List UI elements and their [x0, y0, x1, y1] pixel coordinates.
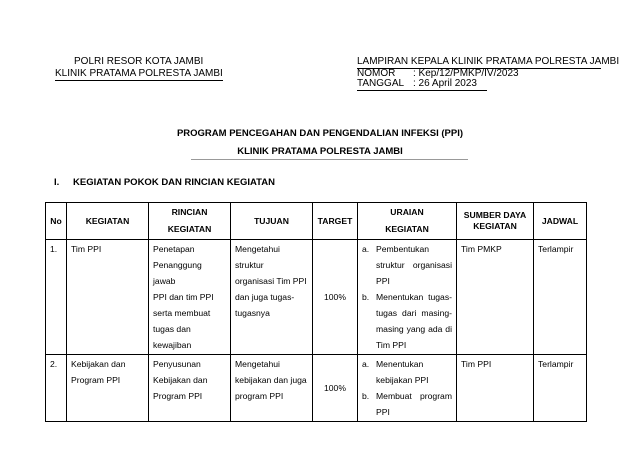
cell-line: Membuat program — [376, 391, 452, 401]
cell-no: 2. — [46, 355, 67, 422]
cell-line: Tim PPI — [376, 340, 407, 350]
tanggal-value: : 26 April 2023 — [413, 78, 477, 89]
cell-line: Pembentukan — [376, 244, 430, 254]
cell-line: Menentukan — [376, 359, 424, 369]
cell-line: PPI — [376, 276, 390, 286]
cell-jadwal: Terlampir — [534, 355, 587, 422]
table-header-row — [46, 203, 587, 240]
header-left-line2: KLINIK PRATAMA POLRESTA JAMBI — [55, 68, 223, 79]
header-no: No — [46, 203, 67, 240]
cell-line: serta membuat — [153, 308, 211, 318]
cell-sumber: Tim PMKP — [457, 240, 534, 355]
header-tujuan: TUJUAN — [231, 203, 313, 240]
table-row — [46, 355, 587, 422]
uraian-item — [362, 356, 452, 388]
cell-line: masing yang ada di — [376, 324, 452, 334]
cell-line: struktur organisasi — [376, 260, 452, 270]
uraian-text — [376, 388, 452, 420]
header-left-line1: POLRI RESOR KOTA JAMBI — [74, 56, 204, 67]
header-jadwal: JADWAL — [534, 203, 587, 240]
header-uraian-line1: URAIAN — [390, 207, 424, 217]
header-uraian — [358, 203, 457, 240]
cell-line: Program PPI — [71, 375, 121, 385]
uraian-marker: a. — [362, 244, 370, 254]
cell-sumber: Tim PPI — [457, 355, 534, 422]
cell-line: Penetapan — [153, 244, 195, 254]
cell-uraian — [358, 240, 457, 355]
header-kegiatan: KEGIATAN — [67, 203, 149, 240]
cell-rincian — [149, 355, 231, 422]
uraian-item — [362, 241, 452, 289]
cell-target: 100% — [313, 240, 358, 355]
header-rincian-line1: RINCIAN — [171, 207, 208, 217]
table-row — [46, 240, 587, 355]
cell-line: dan juga tugas- — [235, 292, 295, 302]
header-right-line1: LAMPIRAN KEPALA KLINIK PRATAMA POLRESTA JAMBI — [357, 56, 620, 67]
header-uraian-line2: KEGIATAN — [385, 224, 429, 234]
cell-line: Mengetahui — [235, 359, 280, 369]
cell-no: 1. — [46, 240, 67, 355]
section-heading: KEGIATAN POKOK DAN RINCIAN KEGIATAN — [73, 177, 275, 188]
header-sumber-line1: SUMBER DAYA — [463, 210, 527, 220]
cell-target: 100% — [313, 355, 358, 422]
cell-uraian — [358, 355, 457, 422]
kegiatan-table — [45, 202, 587, 422]
tanggal-underline — [357, 90, 487, 91]
header-rincian-line2: KEGIATAN — [167, 224, 212, 234]
cell-line: Mengetahui struktur — [235, 244, 280, 270]
cell-line: kewajiban — [153, 340, 192, 350]
cell-line: PPI — [376, 407, 390, 417]
header-rincian — [149, 203, 231, 240]
tanggal-label: TANGGAL — [357, 78, 405, 89]
uraian-text — [376, 289, 452, 353]
cell-line: Program PPI — [153, 391, 203, 401]
cell-rincian — [149, 240, 231, 355]
header-sumber-line2: KEGIATAN — [473, 221, 517, 231]
cell-line: tugas dan — [153, 324, 191, 334]
cell-line: Kebijakan dan — [71, 359, 126, 369]
uraian-text — [376, 241, 452, 289]
uraian-text — [376, 356, 452, 388]
header-sumber — [457, 203, 534, 240]
cell-line: organisasi Tim PPI — [235, 276, 307, 286]
cell-line: program PPI — [235, 391, 284, 401]
header-target: TARGET — [313, 203, 358, 240]
uraian-item — [362, 289, 452, 353]
uraian-item — [362, 388, 452, 420]
cell-line: Tim PPI — [71, 244, 102, 254]
document-title: PROGRAM PENCEGAHAN DAN PENGENDALIAN INFEKSI (PPI) — [176, 128, 464, 139]
cell-line: kebijakan dan juga — [235, 375, 307, 385]
cell-line: Penyusunan — [153, 359, 201, 369]
cell-line: PPI dan tim PPI — [153, 292, 214, 302]
nomor-label: NOMOR — [357, 68, 396, 79]
cell-tujuan — [231, 355, 313, 422]
cell-tujuan — [231, 240, 313, 355]
cell-jadwal: Terlampir — [534, 240, 587, 355]
cell-kegiatan — [67, 240, 149, 355]
cell-line: Menentukan tugas- — [376, 292, 452, 302]
title-divider — [191, 159, 468, 160]
cell-line: kebijakan PPI — [376, 375, 429, 385]
cell-line: tugasnya — [235, 308, 270, 318]
uraian-marker: b. — [362, 292, 370, 302]
nomor-value: : Kep/12/PMKP/IV/2023 — [413, 68, 519, 79]
cell-line: tugas dari masing- — [376, 308, 452, 318]
cell-kegiatan — [67, 355, 149, 422]
uraian-marker: a. — [362, 359, 370, 369]
uraian-marker: b. — [362, 391, 370, 401]
cell-line: Penanggung jawab — [153, 260, 202, 286]
cell-line: Kebijakan dan — [153, 375, 208, 385]
document-subtitle: KLINIK PRATAMA POLRESTA JAMBI — [237, 146, 403, 157]
section-number: I. — [54, 177, 60, 188]
